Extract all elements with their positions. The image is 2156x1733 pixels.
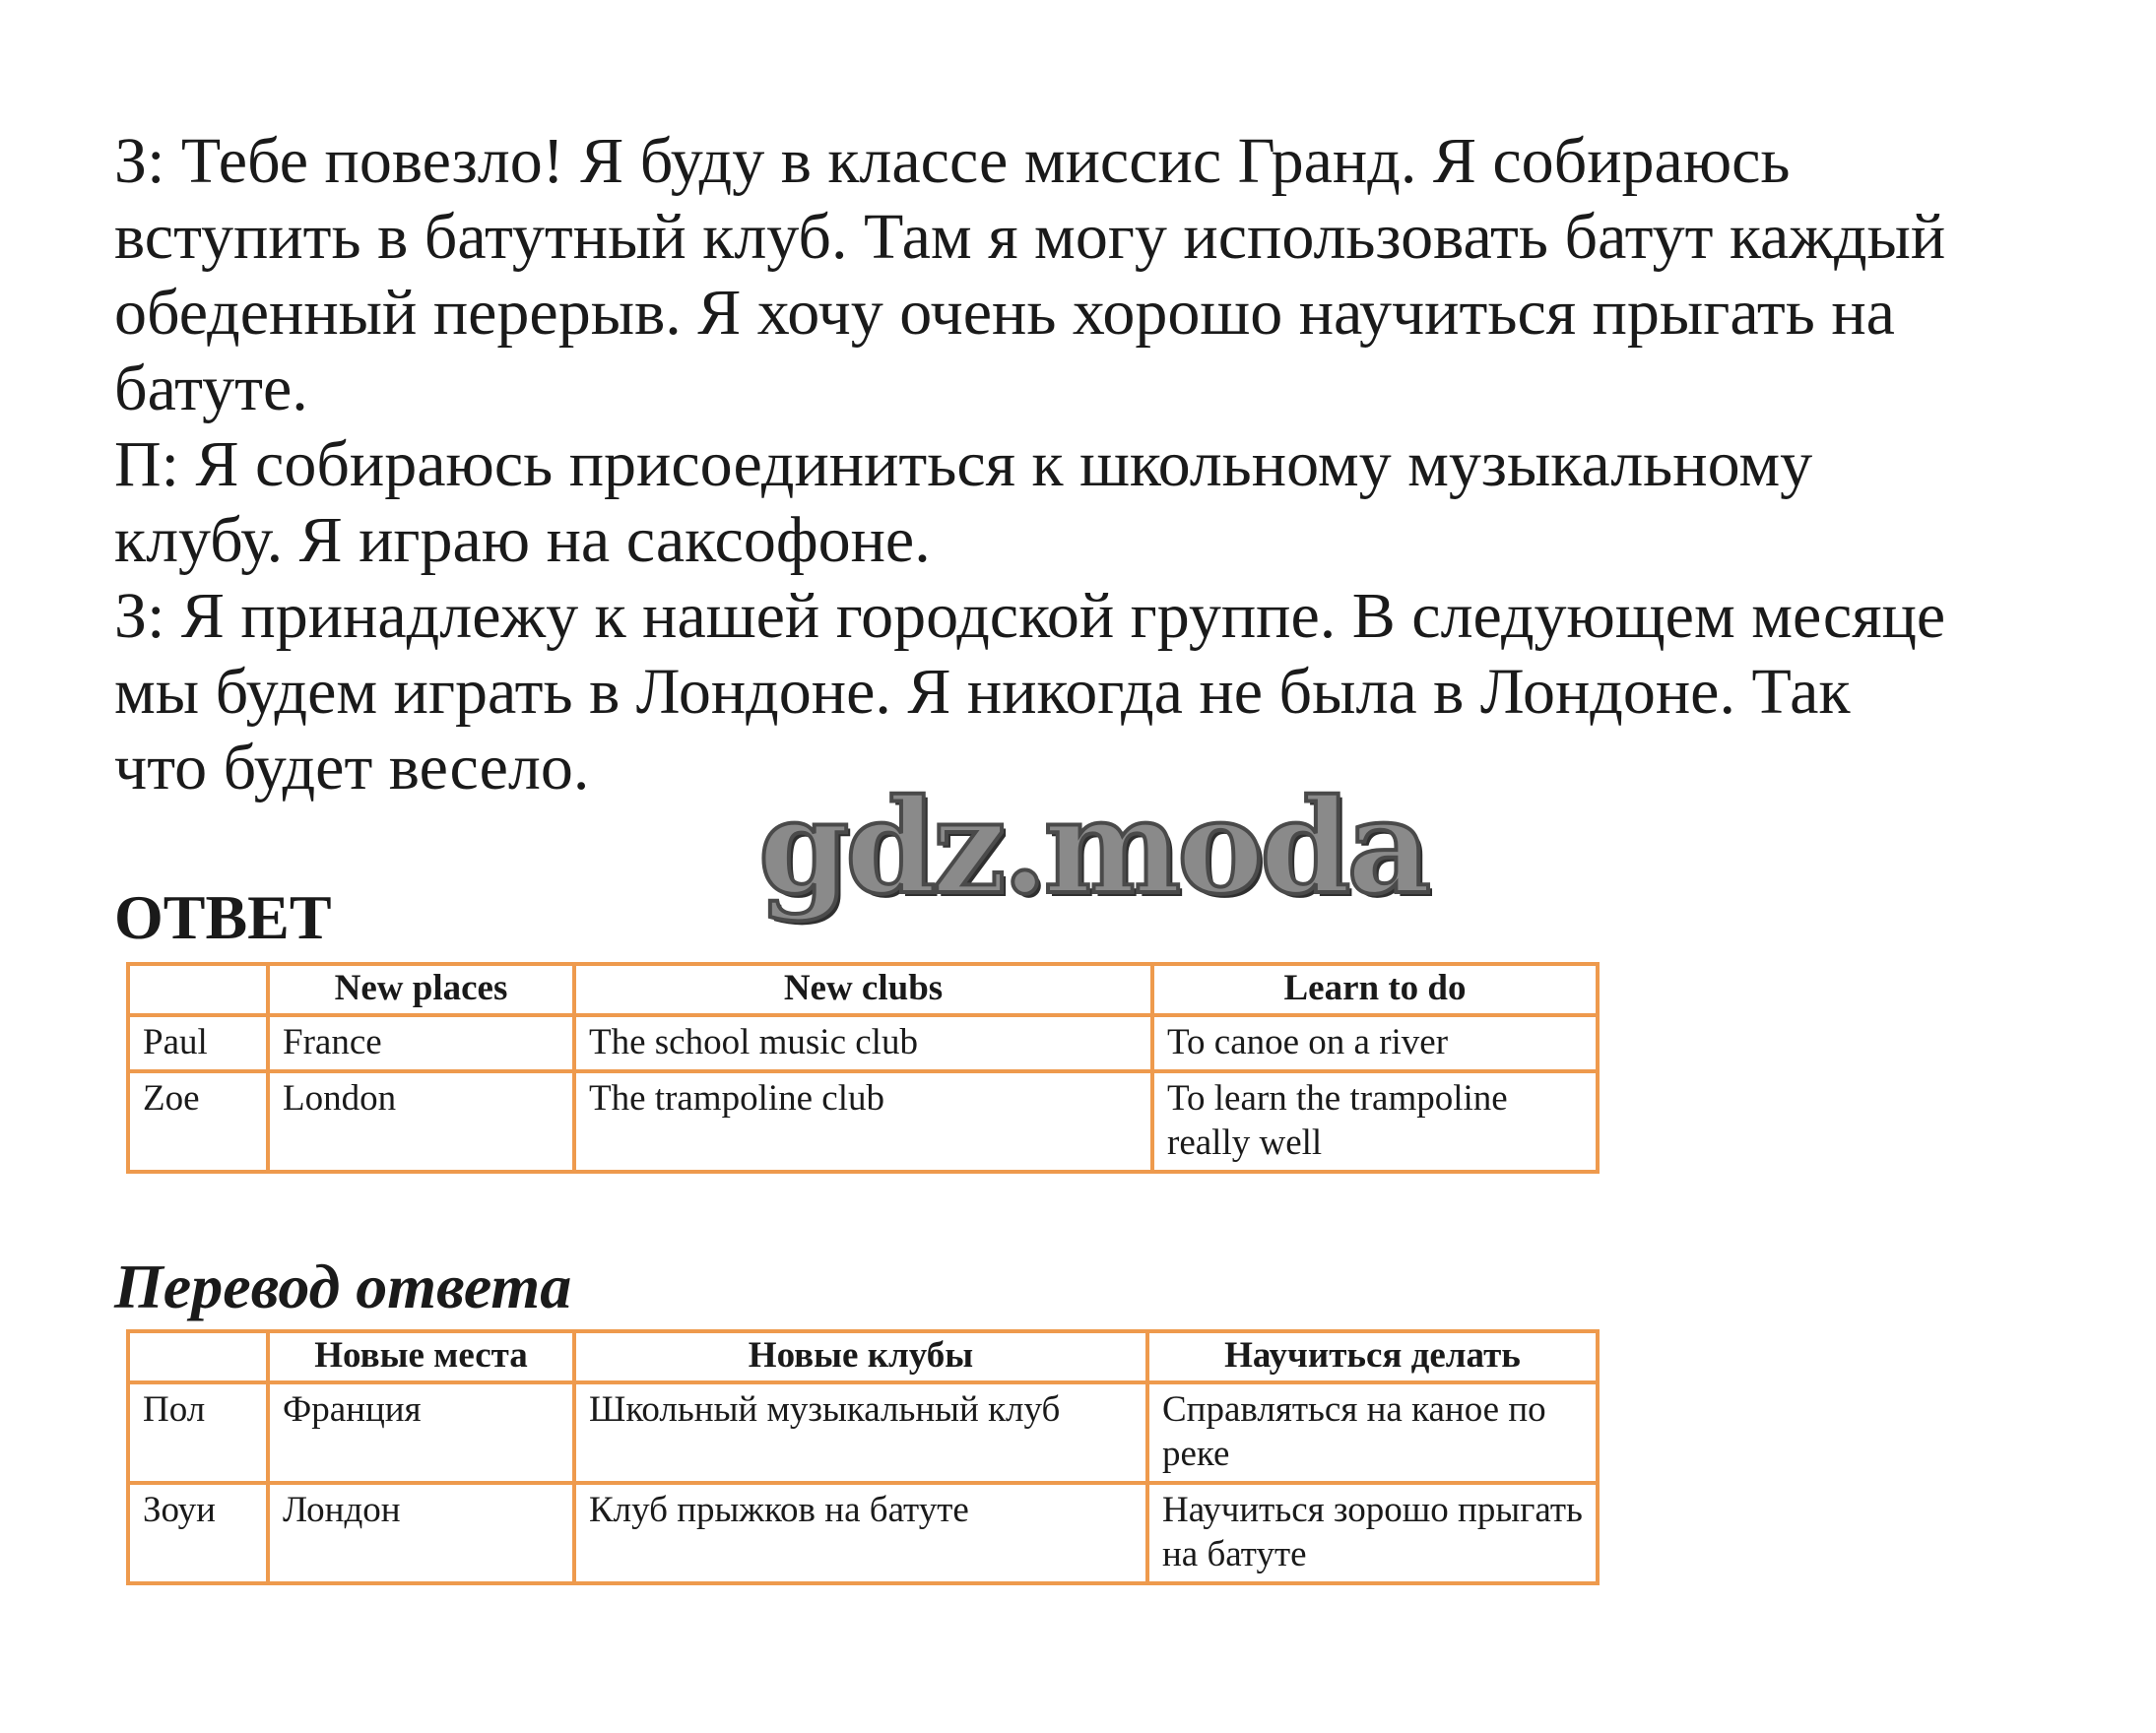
table-row	[128, 1071, 1598, 1172]
table-row	[128, 1015, 1598, 1071]
cell-club: The trampoline club	[574, 1071, 1152, 1172]
cell-place: Франция	[268, 1382, 574, 1483]
header-cell-new-clubs: New clubs	[574, 964, 1152, 1015]
cell-name: Зоуи	[128, 1483, 268, 1583]
cell-club: The school music club	[574, 1015, 1152, 1071]
table-header-row	[128, 964, 1598, 1015]
header-cell-new-clubs: Новые клубы	[574, 1331, 1147, 1382]
header-cell-new-places: New places	[268, 964, 574, 1015]
cell-learn: To canoe on a river	[1152, 1015, 1598, 1071]
table-row	[128, 1382, 1598, 1483]
dialogue-line-paul-1: П: Я собираюсь присоединиться к школьному музыкальному клубу. Я играю на саксофоне.	[114, 428, 1813, 576]
cell-learn: To learn the trampoline really well	[1152, 1071, 1598, 1172]
dialogue-line-zoe-1: З: Тебе повезло! Я буду в классе миссис Гранд. Я собираюсь вступить в батутный клуб. Там я могу использовать батут каждый обеденный перерыв. Я хочу очень хорошо научиться прыгать на батуте.	[114, 125, 1946, 424]
cell-learn: Научиться зорошо прыгать на батуте	[1147, 1483, 1598, 1583]
header-cell-empty	[128, 1331, 268, 1382]
translation-heading: Перевод ответа	[114, 1252, 572, 1321]
cell-club: Клуб прыжков на батуте	[574, 1483, 1147, 1583]
cell-name: Пол	[128, 1382, 268, 1483]
cell-learn: Справляться на каное по реке	[1147, 1382, 1598, 1483]
answer-heading: ОТВЕТ	[114, 882, 332, 952]
table-row	[128, 1483, 1598, 1583]
cell-place: Лондон	[268, 1483, 574, 1583]
cell-name: Paul	[128, 1015, 268, 1071]
answer-table	[126, 962, 1600, 1174]
cell-place: France	[268, 1015, 574, 1071]
cell-name: Zoe	[128, 1071, 268, 1172]
table-header-row	[128, 1331, 1598, 1382]
cell-place: London	[268, 1071, 574, 1172]
header-cell-empty	[128, 964, 268, 1015]
cell-club: Школьный музыкальный клуб	[574, 1382, 1147, 1483]
header-cell-learn-to-do: Learn to do	[1152, 964, 1598, 1015]
dialogue-text	[114, 123, 2064, 805]
translation-table	[126, 1329, 1600, 1585]
dialogue-line-zoe-2: З: Я принадлежу к нашей городской группе. В следующем месяце мы будем играть в Лондоне. Я никогда не была в Лондоне. Так что будет весело.	[114, 580, 1946, 803]
watermark-logo: gdz.moda	[758, 771, 1428, 924]
header-cell-new-places: Новые места	[268, 1331, 574, 1382]
header-cell-learn-to-do: Научиться делать	[1147, 1331, 1598, 1382]
